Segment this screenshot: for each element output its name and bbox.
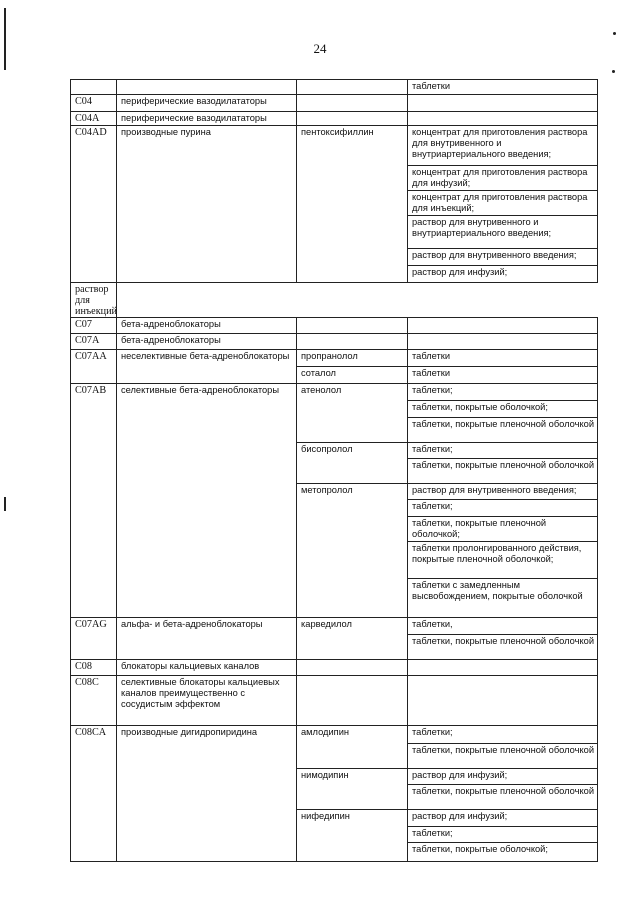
dosage-form-cell: таблетки, покрытые пленочной оболочкой: [408, 459, 598, 484]
drug-name-cell: пропранолол: [297, 350, 408, 367]
group-name-cell: производные дигидропиридина: [117, 726, 297, 862]
atc-code-cell: C07: [71, 318, 117, 334]
dosage-form-cell: концентрат для приготовления раствора для инфузий;: [408, 166, 598, 191]
atc-code-cell: C04AD: [71, 126, 117, 283]
table-row: [71, 350, 598, 367]
table-row: [71, 726, 598, 744]
table-row: [71, 676, 598, 726]
dosage-form-cell: таблетки, покрытые пленочной оболочкой;: [408, 517, 598, 542]
dosage-form-cell: таблетки, покрытые оболочкой;: [408, 401, 598, 418]
table-row: [71, 80, 598, 95]
dosage-form-cell: таблетки, покрытые пленочной оболочкой: [408, 785, 598, 810]
dosage-form-cell: таблетки;: [408, 500, 598, 517]
atc-code-cell: C04: [71, 95, 117, 112]
table-row: [71, 618, 598, 635]
drug-name-cell: [297, 95, 408, 112]
group-name-cell: селективные блокаторы кальциевых каналов преимущественно с сосудистым эффектом: [117, 676, 297, 726]
dosage-form-cell: [408, 318, 598, 334]
dosage-form-cell: таблетки, покрытые пленочной оболочкой: [408, 635, 598, 660]
scan-dot: [612, 70, 615, 73]
dosage-form-cell: раствор для внутривенного введения;: [408, 249, 598, 266]
dosage-form-cell: [408, 112, 598, 126]
dosage-form-cell: [408, 660, 598, 676]
table-row: [71, 95, 598, 112]
dosage-form-cell: концентрат для приготовления раствора для внутривенного и внутриартериального введения;: [408, 126, 598, 166]
group-name-cell: селективные бета-адреноблокаторы: [117, 384, 297, 618]
dosage-form-cell: таблетки: [408, 367, 598, 384]
atc-code-cell: [71, 80, 117, 95]
dosage-form-cell: концентрат для приготовления раствора для инъекций;: [408, 191, 598, 216]
atc-code-cell: C07AA: [71, 350, 117, 384]
dosage-form-cell: раствор для инфузий;: [408, 266, 598, 283]
group-name-cell: бета-адреноблокаторы: [117, 334, 297, 350]
scan-margin-line-mid: [4, 497, 6, 511]
medicines-table: [70, 79, 598, 862]
page-number: 24: [313, 41, 327, 56]
dosage-form-cell: таблетки с замедленным высвобождением, покрытые оболочкой: [408, 579, 598, 618]
table-row: [71, 660, 598, 676]
atc-code-cell: C08: [71, 660, 117, 676]
drug-name-cell: [297, 334, 408, 350]
drug-name-cell: [297, 112, 408, 126]
drug-name-cell: нифедипин: [297, 810, 408, 862]
group-name-cell: бета-адреноблокаторы: [117, 318, 297, 334]
atc-code-cell: C07AG: [71, 618, 117, 660]
dosage-form-cell: таблетки;: [408, 443, 598, 459]
group-name-cell: [117, 80, 297, 95]
dosage-form-cell: раствор для внутривенного введения;: [408, 484, 598, 500]
dosage-form-cell: таблетки: [408, 80, 598, 95]
dosage-form-cell: раствор для внутривенного и внутриартериального введения;: [408, 216, 598, 249]
dosage-form-cell: [408, 95, 598, 112]
table-row: [71, 318, 598, 334]
drug-name-cell: [297, 80, 408, 95]
group-name-cell: периферические вазодилататоры: [117, 112, 297, 126]
group-name-cell: производные пурина: [117, 126, 297, 283]
scan-dot: [613, 32, 616, 35]
atc-code-cell: C07AB: [71, 384, 117, 618]
drug-name-cell: карведилол: [297, 618, 408, 660]
drug-name-cell: атенолол: [297, 384, 408, 443]
drug-name-cell: амлодипин: [297, 726, 408, 769]
group-name-cell: альфа- и бета-адреноблокаторы: [117, 618, 297, 660]
drug-name-cell: [297, 318, 408, 334]
atc-code-cell: C04A: [71, 112, 117, 126]
drug-name-cell: [297, 676, 408, 726]
group-name-cell: блокаторы кальциевых каналов: [117, 660, 297, 676]
dosage-form-cell: таблетки;: [408, 384, 598, 401]
dosage-form-cell: таблетки, покрытые оболочкой;: [408, 843, 598, 862]
dosage-form-cell: [408, 334, 598, 350]
drug-name-cell: бисопролол: [297, 443, 408, 484]
group-name-cell: периферические вазодилататоры: [117, 95, 297, 112]
scan-margin-line-top: [4, 8, 6, 70]
dosage-form-cell: таблетки: [408, 350, 598, 367]
dosage-form-cell: таблетки, покрытые пленочной оболочкой: [408, 418, 598, 443]
dosage-form-cell: раствор для инфузий;: [408, 810, 598, 827]
dosage-form-cell: [408, 676, 598, 726]
table-row: [71, 384, 598, 401]
drug-name-cell: соталол: [297, 367, 408, 384]
drug-name-cell: нимодипин: [297, 769, 408, 810]
atc-code-cell: C08C: [71, 676, 117, 726]
dosage-form-cell: таблетки пролонгированного действия, покрытые пленочной оболочкой;: [408, 542, 598, 579]
table-row: [71, 112, 598, 126]
dosage-form-cell: таблетки;: [408, 827, 598, 843]
table-row: [71, 126, 598, 166]
atc-code-cell: C07A: [71, 334, 117, 350]
dosage-form-cell: таблетки,: [408, 618, 598, 635]
dosage-form-cell: раствор для инфузий;: [408, 769, 598, 785]
drug-name-cell: [297, 660, 408, 676]
table-row: [71, 334, 598, 350]
atc-code-cell: C08CA: [71, 726, 117, 862]
drug-name-cell: пентоксифиллин: [297, 126, 408, 283]
table-row: [71, 283, 598, 318]
dosage-form-cell: таблетки, покрытые пленочной оболочкой: [408, 744, 598, 769]
drug-name-cell: метопролол: [297, 484, 408, 618]
group-name-cell: неселективные бета-адреноблокаторы: [117, 350, 297, 384]
dosage-form-cell: таблетки;: [408, 726, 598, 744]
atc-code-cell: раствор для инъекций: [71, 283, 117, 318]
